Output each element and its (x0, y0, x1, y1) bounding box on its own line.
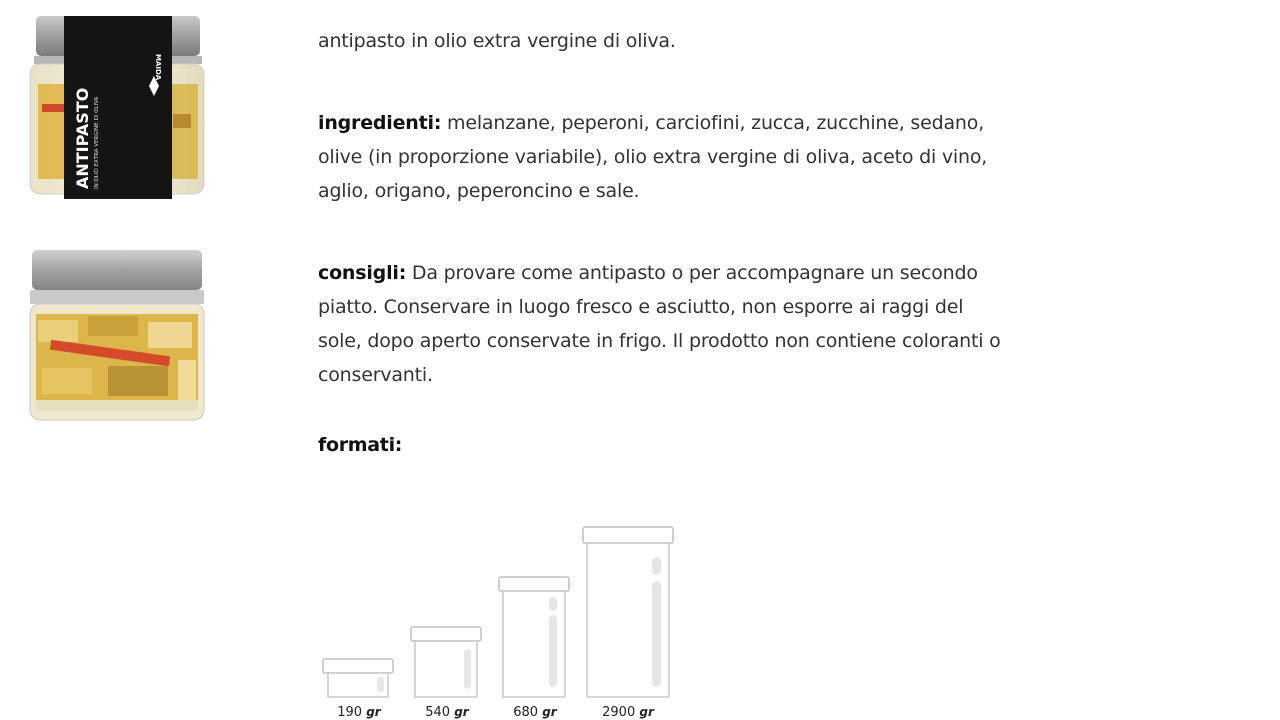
format-item (322, 657, 396, 720)
jar-label-sub: IN OLIO EXTRA VERGINE DI OLIVA (94, 96, 100, 189)
large-jar-icon (582, 525, 674, 699)
advice-paragraph (318, 256, 1008, 392)
format-item (498, 575, 572, 720)
jar-label-name: ANTIPASTO (73, 87, 92, 189)
jar-side-image (28, 250, 206, 424)
ingredients-paragraph (318, 106, 1008, 208)
jar-label-brand: MAIDA (154, 54, 162, 81)
format-item (410, 625, 484, 720)
medium-jar-icon (410, 625, 484, 699)
jar-front-image (28, 14, 206, 199)
format-caption: 680 gr (513, 705, 557, 720)
advice-label: consigli: (318, 262, 407, 284)
format-caption: 540 gr (425, 705, 469, 720)
advice-text: Da provare come antipasto o per accompagnare un secondo piatto. Conservare in luogo fresco e asciutto, non esporre ai raggi del sole, dopo aperto conservate in frigo. Il prodotto non contiene coloranti o conservanti. (318, 262, 1001, 386)
intro-text: antipasto in olio extra vergine di oliva. (318, 30, 676, 52)
ingredients-label: ingredienti: (318, 112, 442, 134)
formats-list (318, 505, 698, 720)
format-caption: 190 gr (337, 705, 381, 720)
format-item (582, 525, 674, 720)
ingredients-text: melanzane, peperoni, carciofini, zucca, zucchine, sedano, olive (in proporzione variabile), olio extra vergine di oliva, aceto di vino, aglio, origano, peperoncino e sale. (318, 112, 988, 202)
formats-label: formati: (318, 434, 403, 456)
format-caption: 2900 gr (602, 705, 654, 720)
small-jar-icon (322, 657, 396, 699)
tall-jar-icon (498, 575, 572, 699)
